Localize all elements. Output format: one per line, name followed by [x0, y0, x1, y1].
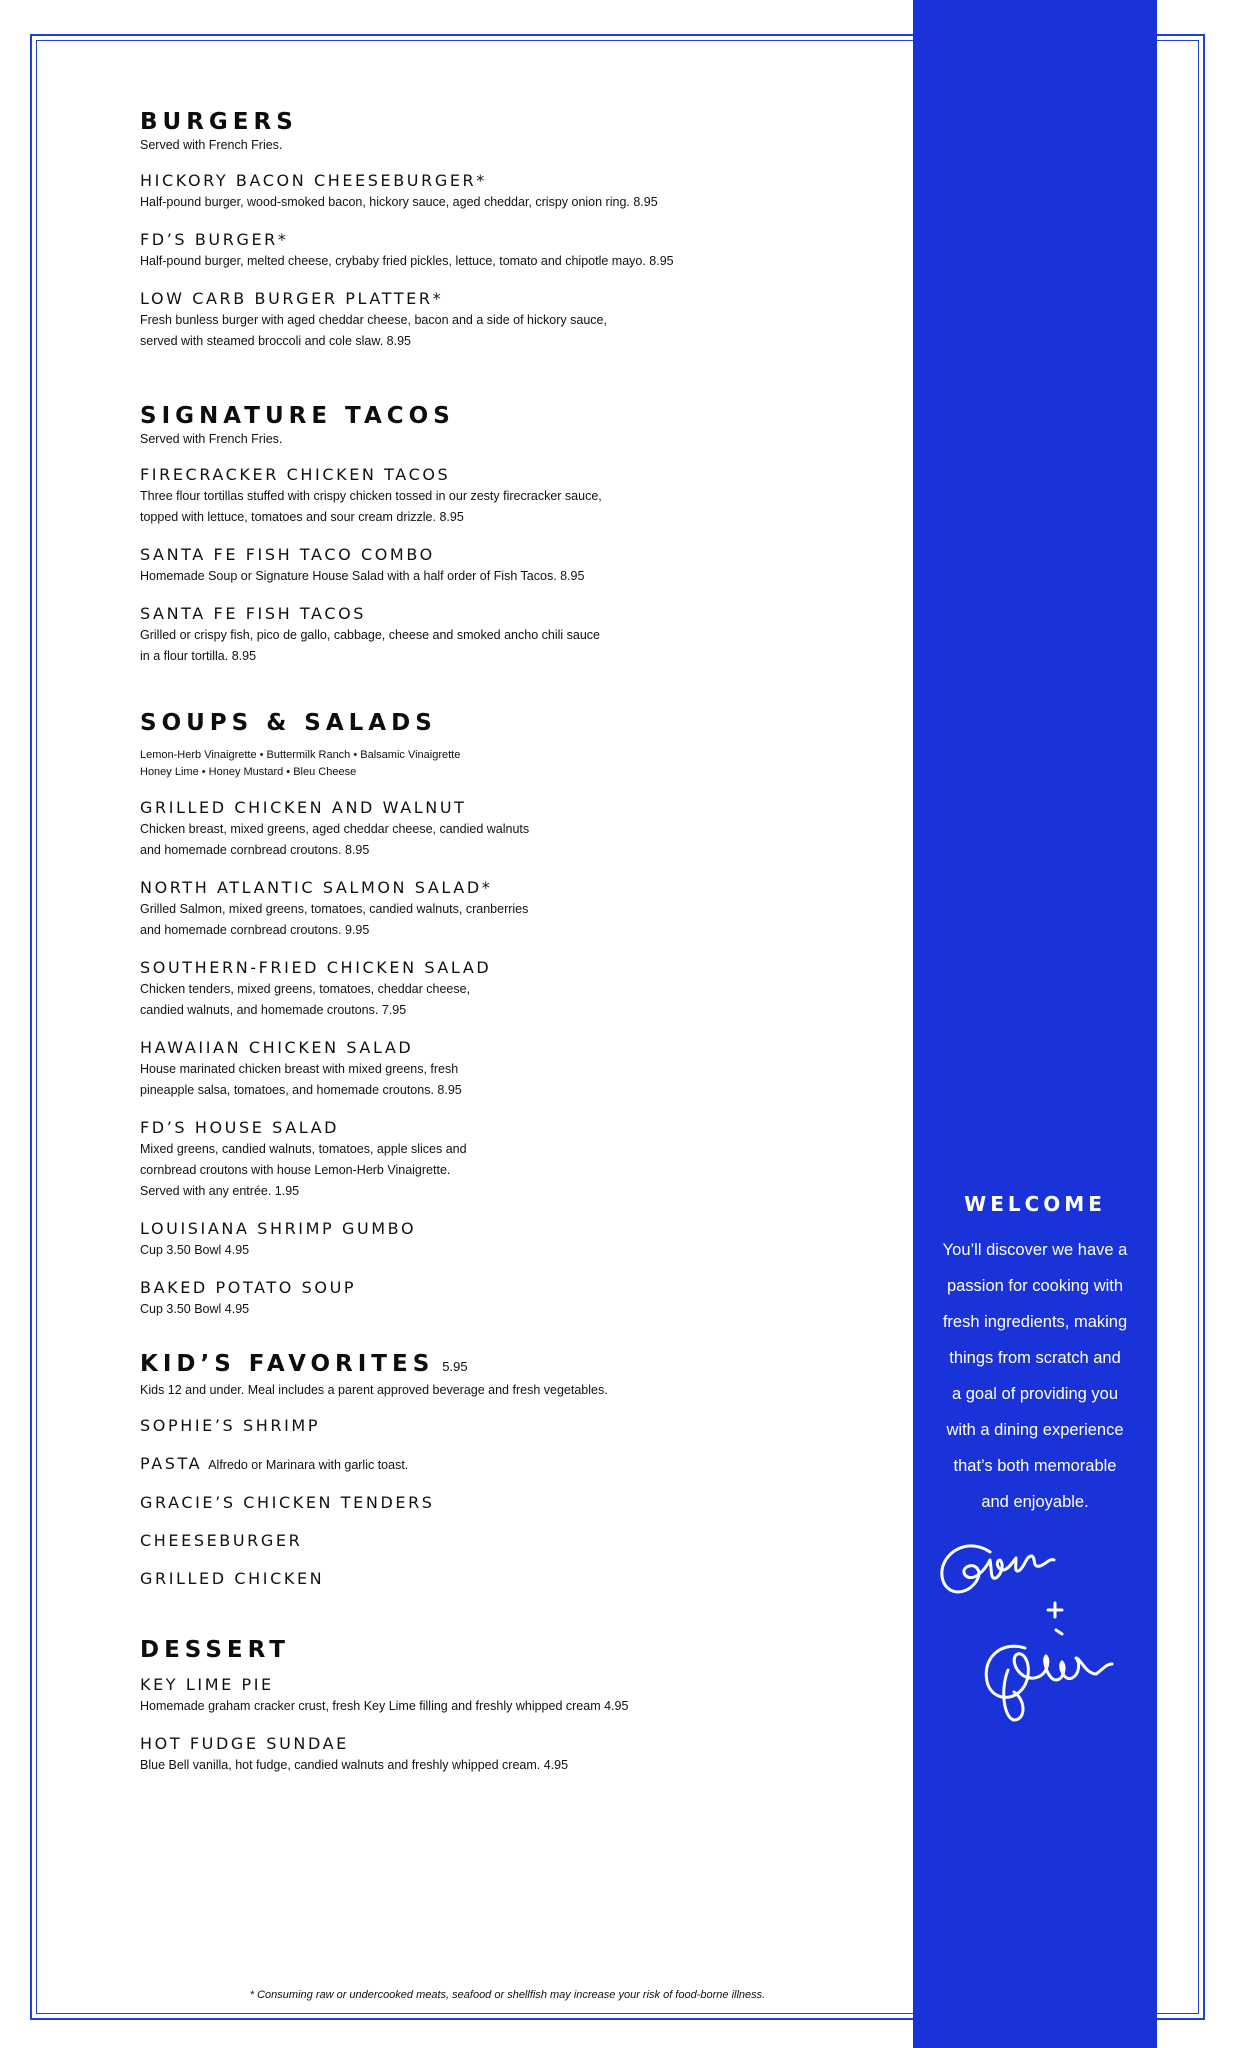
- welcome-line: with a dining experience: [946, 1421, 1124, 1439]
- item-note: Alfredo or Marinara with garlic toast.: [208, 1458, 409, 1472]
- menu-item: [140, 603, 880, 667]
- item-name: GRILLED CHICKEN AND WALNUT: [140, 798, 467, 817]
- welcome-line: that’s both memorable: [953, 1457, 1117, 1475]
- section-title: [140, 1350, 880, 1381]
- item-name: NORTH ATLANTIC SALMON SALAD*: [140, 878, 493, 897]
- section-title: BURGERS: [140, 109, 298, 135]
- kids-section: [140, 1350, 880, 1590]
- kids-price: 5.95: [442, 1359, 468, 1374]
- kids-item: SOPHIE’S SHRIMP: [140, 1416, 321, 1435]
- food-safety-footnote: * Consuming raw or undercooked meats, seafood or shellfish may increase your risk of food-borne illness.: [249, 1989, 766, 2001]
- welcome-panel: [913, 1192, 1157, 1520]
- item-description: Grilled or crispy fish, pico de gallo, cabbage, cheese and smoked ancho chili sauce in a flour tortilla. 8.95: [140, 628, 600, 663]
- dressing-options: Lemon-Herb Vinaigrette • Buttermilk Ranch • Balsamic Vinaigrette Honey Lime • Honey Mustard • Bleu Cheese: [140, 749, 461, 778]
- item-description: Chicken tenders, mixed greens, tomatoes, cheddar cheese, candied walnuts, and homemade croutons. 7.95: [140, 982, 471, 1017]
- item-name: LOW CARB BURGER PLATTER*: [140, 289, 444, 308]
- welcome-line: passion for cooking with: [946, 1277, 1124, 1295]
- item-name: BAKED POTATO SOUP: [140, 1278, 357, 1297]
- item-name: LOUISIANA SHRIMP GUMBO: [140, 1219, 417, 1238]
- item-name: SANTA FE FISH TACO COMBO: [140, 545, 435, 564]
- welcome-line: and enjoyable.: [981, 1493, 1089, 1511]
- item-description: Homemade Soup or Signature House Salad with a half order of Fish Tacos. 8.95: [140, 569, 585, 583]
- owners-signature: [930, 1530, 1150, 1760]
- kids-item: GRILLED CHICKEN: [140, 1569, 325, 1588]
- tacos-section: [140, 402, 880, 667]
- menu-item: [140, 1674, 880, 1717]
- item-name: HAWAIIAN CHICKEN SALAD: [140, 1038, 414, 1057]
- kids-item: GRACIE’S CHICKEN TENDERS: [140, 1493, 435, 1512]
- kids-item: CHEESEBURGER: [140, 1531, 303, 1550]
- menu-content: [140, 108, 880, 1776]
- item-name: HOT FUDGE SUNDAE: [140, 1734, 349, 1753]
- section-subtitle: Kids 12 and under. Meal includes a parent approved beverage and fresh vegetables.: [140, 1383, 608, 1397]
- menu-item: [140, 1037, 880, 1101]
- item-name: FD’S HOUSE SALAD: [140, 1118, 340, 1137]
- menu-item: [140, 170, 880, 213]
- menu-item: [140, 1218, 880, 1261]
- item-name: SOUTHERN-FRIED CHICKEN SALAD: [140, 958, 492, 977]
- welcome-line: a goal of providing you: [951, 1385, 1119, 1403]
- item-name: PASTA: [140, 1454, 203, 1473]
- menu-item: [140, 877, 880, 941]
- kids-item: [140, 1453, 880, 1476]
- menu-item: [140, 544, 880, 587]
- item-description: Half-pound burger, melted cheese, crybaby fried pickles, lettuce, tomato and chipotle mayo. 8.95: [140, 254, 674, 268]
- menu-item: [140, 1117, 880, 1202]
- welcome-line: fresh ingredients, making: [942, 1313, 1128, 1331]
- item-description: Chicken breast, mixed greens, aged cheddar cheese, candied walnuts and homemade cornbread croutons. 8.95: [140, 822, 530, 857]
- item-description: Grilled Salmon, mixed greens, tomatoes, candied walnuts, cranberries and homemade cornbread croutons. 9.95: [140, 902, 529, 937]
- dessert-section: [140, 1636, 880, 1776]
- section-subtitle: Served with French Fries.: [140, 138, 283, 152]
- menu-item: [140, 1733, 880, 1776]
- menu-item: [140, 797, 880, 861]
- welcome-line: things from scratch and: [949, 1349, 1121, 1367]
- section-subtitle: Served with French Fries.: [140, 432, 283, 446]
- menu-item: [140, 1277, 880, 1320]
- welcome-title: WELCOME: [964, 1192, 1106, 1216]
- item-description: Three flour tortillas stuffed with crispy chicken tossed in our zesty firecracker sauce, topped with lettuce, tomatoes and sour cream drizzle. 8.95: [140, 489, 602, 524]
- soups-salads-section: [140, 709, 880, 1320]
- item-description: Cup 3.50 Bowl 4.95: [140, 1243, 250, 1257]
- item-name: SANTA FE FISH TACOS: [140, 604, 367, 623]
- section-title-text: KID’S FAVORITES: [140, 1351, 435, 1377]
- burgers-section: [140, 108, 880, 352]
- item-name: FIRECRACKER CHICKEN TACOS: [140, 465, 451, 484]
- item-description: Half-pound burger, wood-smoked bacon, hickory sauce, aged cheddar, crispy onion ring. 8.95: [140, 195, 658, 209]
- item-name: FD’S BURGER*: [140, 230, 289, 249]
- menu-item: [140, 464, 880, 528]
- welcome-line: You’ll discover we have a: [942, 1241, 1128, 1259]
- item-description: House marinated chicken breast with mixed greens, fresh pineapple salsa, tomatoes, and homemade croutons. 8.95: [140, 1062, 462, 1097]
- item-description: Fresh bunless burger with aged cheddar cheese, bacon and a side of hickory sauce, served with steamed broccoli and cole slaw. 8.95: [140, 313, 607, 348]
- item-description: Blue Bell vanilla, hot fudge, candied walnuts and freshly whipped cream. 4.95: [140, 1758, 569, 1772]
- item-description: Cup 3.50 Bowl 4.95: [140, 1302, 250, 1316]
- item-description: Mixed greens, candied walnuts, tomatoes, apple slices and cornbread croutons with house Lemon-Herb Vinaigrette. Served with any entrée. 1.95: [140, 1142, 467, 1198]
- section-title: SIGNATURE TACOS: [140, 403, 455, 429]
- section-title: SOUPS & SALADS: [140, 710, 437, 736]
- menu-item: [140, 288, 880, 352]
- item-name: KEY LIME PIE: [140, 1675, 274, 1694]
- item-description: Homemade graham cracker crust, fresh Key Lime filling and freshly whipped cream 4.95: [140, 1699, 629, 1713]
- section-title: DESSERT: [140, 1637, 290, 1663]
- menu-item: [140, 957, 880, 1021]
- item-name: HICKORY BACON CHEESEBURGER*: [140, 171, 487, 190]
- welcome-message: [913, 1232, 1157, 1520]
- menu-item: [140, 229, 880, 272]
